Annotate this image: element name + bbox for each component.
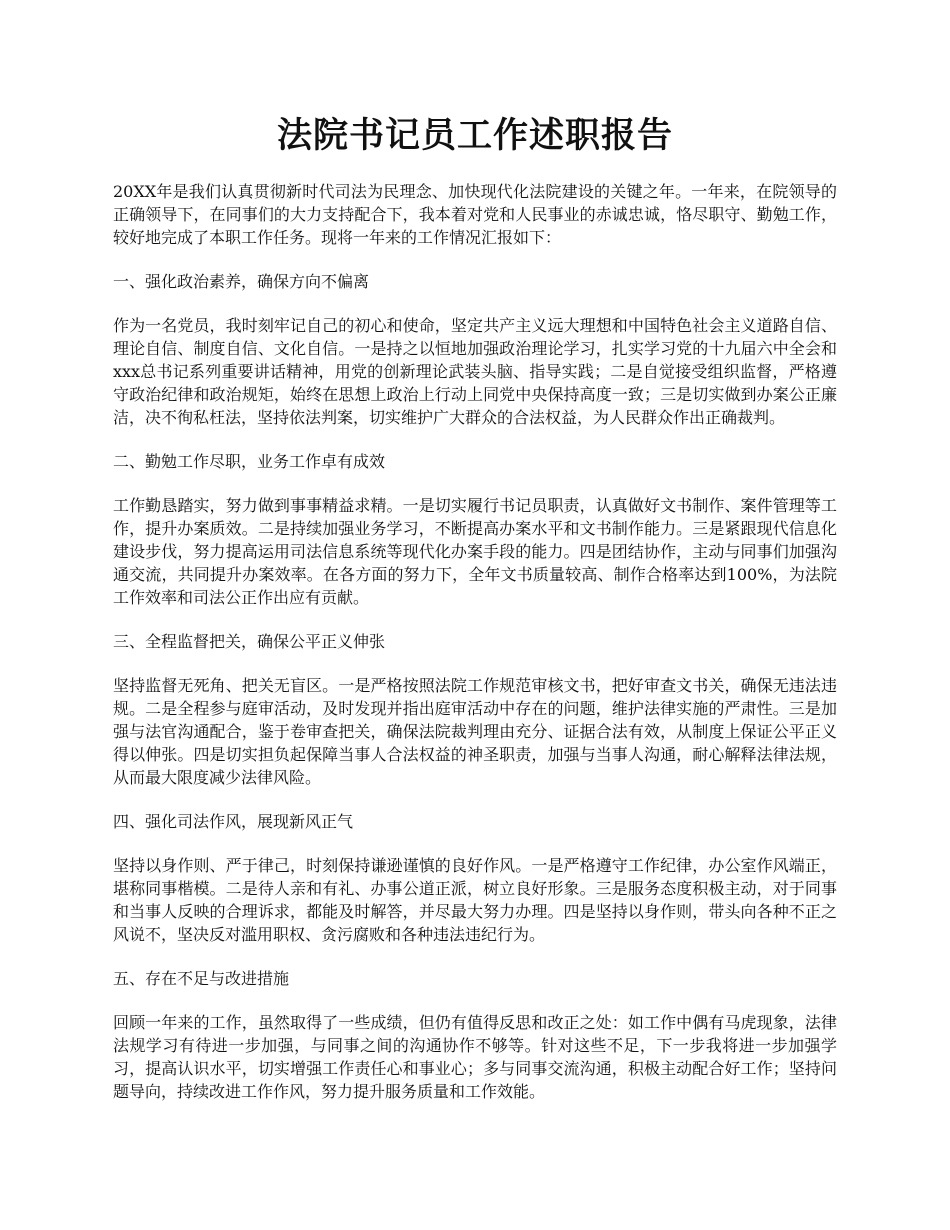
section-heading-3: 三、全程监督把关，确保公平正义伸张: [113, 632, 386, 651]
section-body-5: 回顾一年来的工作，虽然取得了一些成绩，但仍有值得反思和改正之处：如工作中偶有马虎现象，法律法规学习有待进一步加强，与同事之间的沟通协作不够等。针对这些不足，下一步我将进一步加强学习，提高认识水平，切实增强工作责任心和事业心；多与同事交流沟通，积极主动配合好工作；坚持问题导向，持续改进工作作风，努力提升服务质量和工作效能。: [113, 1013, 837, 1101]
document-page: [113, 110, 837, 1124]
intro-paragraph: 20XX年是我们认真贯彻新时代司法为民理念、加快现代化法院建设的关键之年。一年来，在院领导的正确领导下，在同事们的大力支持配合下，我本着对党和人民事业的赤诚忠诚，恪尽职守、勤勉工作，较好地完成了本职工作任务。现将一年来的工作情况汇报如下：: [113, 182, 837, 247]
section-heading-1: 一、强化政治素养，确保方向不偏离: [113, 272, 370, 291]
section-heading-2: 二、勤勉工作尽职，业务工作卓有成效: [113, 452, 386, 471]
section-heading-5: 五、存在不足与改进措施: [113, 969, 290, 988]
section-body-1: 作为一名党员，我时刻牢记自己的初心和使命，坚定共产主义远大理想和中国特色社会主义道路自信、理论自信、制度自信、文化自信。一是持之以恒地加强政治理论学习，扎实学习党的十九届六中全会和xxx总书记系列重要讲话精神，用党的创新理论武装头脑、指导实践；二是自觉接受组织监督，严格遵守政治纪律和政治规矩，始终在思想上政治上行动上同党中央保持高度一致；三是切实做到办案公正廉洁，决不徇私枉法，坚持依法判案，切实维护广大群众的合法权益，为人民群众作出正确裁判。: [113, 316, 837, 427]
section-body-2: 工作勤恳踏实，努力做到事事精益求精。一是切实履行书记员职责，认真做好文书制作、案件管理等工作，提升办案质效。二是持续加强业务学习，不断提高办案水平和文书制作能力。三是紧跟现代信息化建设步伐，努力提高运用司法信息系统等现代化办案手段的能力。四是团结协作，主动与同事们加强沟通交流，共同提升办案效率。在各方面的努力下，全年文书质量较高、制作合格率达到100%，为法院工作效率和司法公正作出应有贡献。: [113, 496, 837, 607]
section-body-4: 坚持以身作则、严于律己，时刻保持谦逊谨慎的良好作风。一是严格遵守工作纪律，办公室作风端正，堪称同事楷模。二是待人亲和有礼、办事公道正派，树立良好形象。三是服务态度积极主动，对于同事和当事人反映的合理诉求，都能及时解答，并尽最大努力办理。四是坚持以身作则，带头向各种不正之风说不，坚决反对滥用职权、贪污腐败和各种违法违纪行为。: [113, 856, 837, 944]
document-title: 法院书记员工作述职报告: [276, 115, 673, 156]
section-heading-4: 四、强化司法作风，展现新风正气: [113, 812, 354, 831]
section-body-3: 坚持监督无死角、把关无盲区。一是严格按照法院工作规范审核文书，把好审查文书关，确保无违法违规。二是全程参与庭审活动，及时发现并指出庭审活动中存在的问题，维护法律实施的严肃性。三是加强与法官沟通配合，鉴于卷审查把关，确保法院裁判理由充分、证据合法有效，从制度上保证公平正义得以伸张。四是切实担负起保障当事人合法权益的神圣职责，加强与当事人沟通，耐心解释法律法规，从而最大限度减少法律风险。: [113, 676, 837, 787]
